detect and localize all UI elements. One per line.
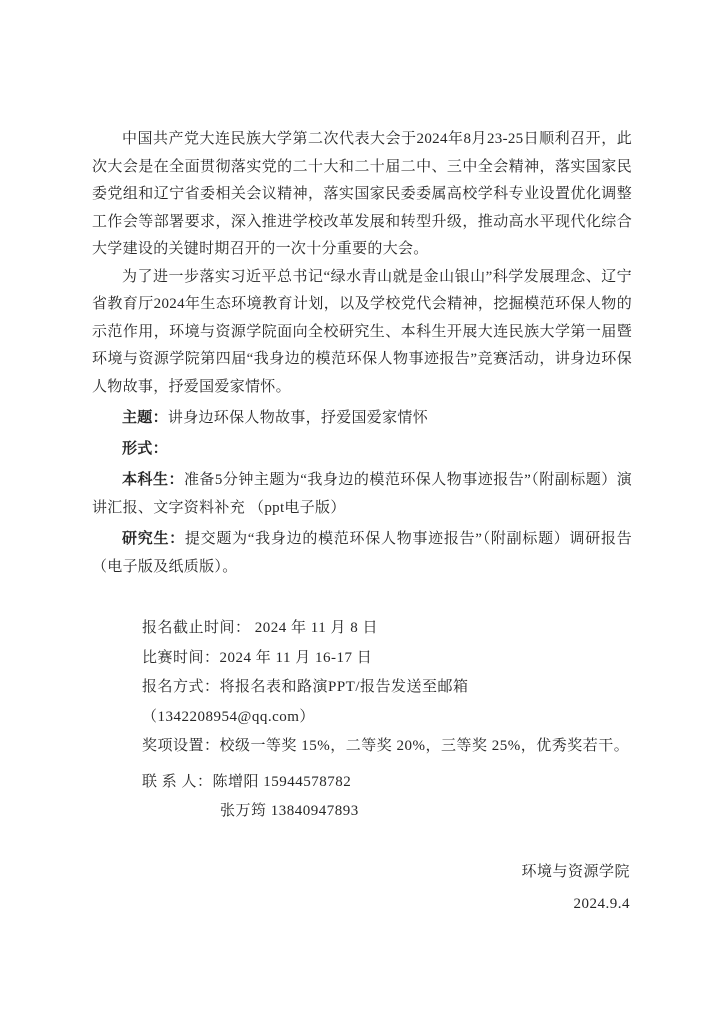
contact-line-2: 张万筠 13840947893 [220, 803, 359, 819]
graduate-line [92, 525, 632, 581]
theme-line [92, 404, 632, 432]
undergraduate-text: 准备5分钟主题为“我身边的模范环保人物事迹报告”（附副标题）演讲汇报、文字资料补充 （ppt电子版） [92, 472, 633, 516]
signature-date: 2024.9.4 [573, 895, 630, 912]
awards-line: 奖项设置：校级一等奖 15%，二等奖 20%，三等奖 25%，优秀奖若干。 [142, 738, 630, 754]
signature-block [92, 856, 632, 920]
format-label: 形式： [122, 441, 168, 457]
purpose-paragraph: 为了进一步落实习近平总书记“绿水青山就是金山银山”科学发展理念、辽宁省教育厅2024年生态环境教育计划，以及学校党代会精神，挖掘模范环保人物的示范作用，环境与资源学院面向全校研究生、本科生开展大连民族大学第一届暨环境与资源学院第四届“我身边的模范环保人物事迹报告”竞赛活动，讲身边环保人物故事，抒爱国爱家情怀。 [92, 268, 632, 395]
contact-line-1: 联 系 人：陈增阳 15944578782 [142, 773, 352, 790]
registration-info-block [92, 614, 632, 827]
competition-time-line: 比赛时间：2024 年 11 月 16-17 日 [142, 649, 373, 666]
theme-label: 主题： [122, 410, 168, 426]
undergraduate-line [92, 466, 632, 522]
deadline-line: 报名截止时间： 2024 年 11 月 8 日 [142, 620, 378, 636]
signature-department: 环境与资源学院 [521, 863, 630, 880]
graduate-text: 提交题为“我身边的模范环保人物事迹报告”（附副标题）调研报告（电子版及纸质版）。 [92, 531, 632, 575]
document-content [92, 126, 632, 920]
graduate-label: 研究生： [122, 531, 185, 547]
format-line [92, 435, 632, 463]
registration-method-line: 报名方式：将报名表和路演PPT/报告发送至邮箱（1342208954@qq.com） [142, 679, 469, 725]
undergraduate-label: 本科生： [122, 472, 184, 488]
theme-text: 讲身边环保人物故事，抒爱国爱家情怀 [167, 410, 429, 426]
intro-paragraph: 中国共产党大连民族大学第二次代表大会于2024年8月23-25日顺利召开，此次大会是在全面贯彻落实党的二十大和二十届二中、三中全会精神，落实国家民委党组和辽宁省委相关会议精神，落实国家民委委属高校学科专业设置优化调整工作会等部署要求，深入推进学校改革发展和转型升级，推动高水平现代化综合大学建设的关键时期召开的一次十分重要的大会。 [92, 131, 632, 257]
